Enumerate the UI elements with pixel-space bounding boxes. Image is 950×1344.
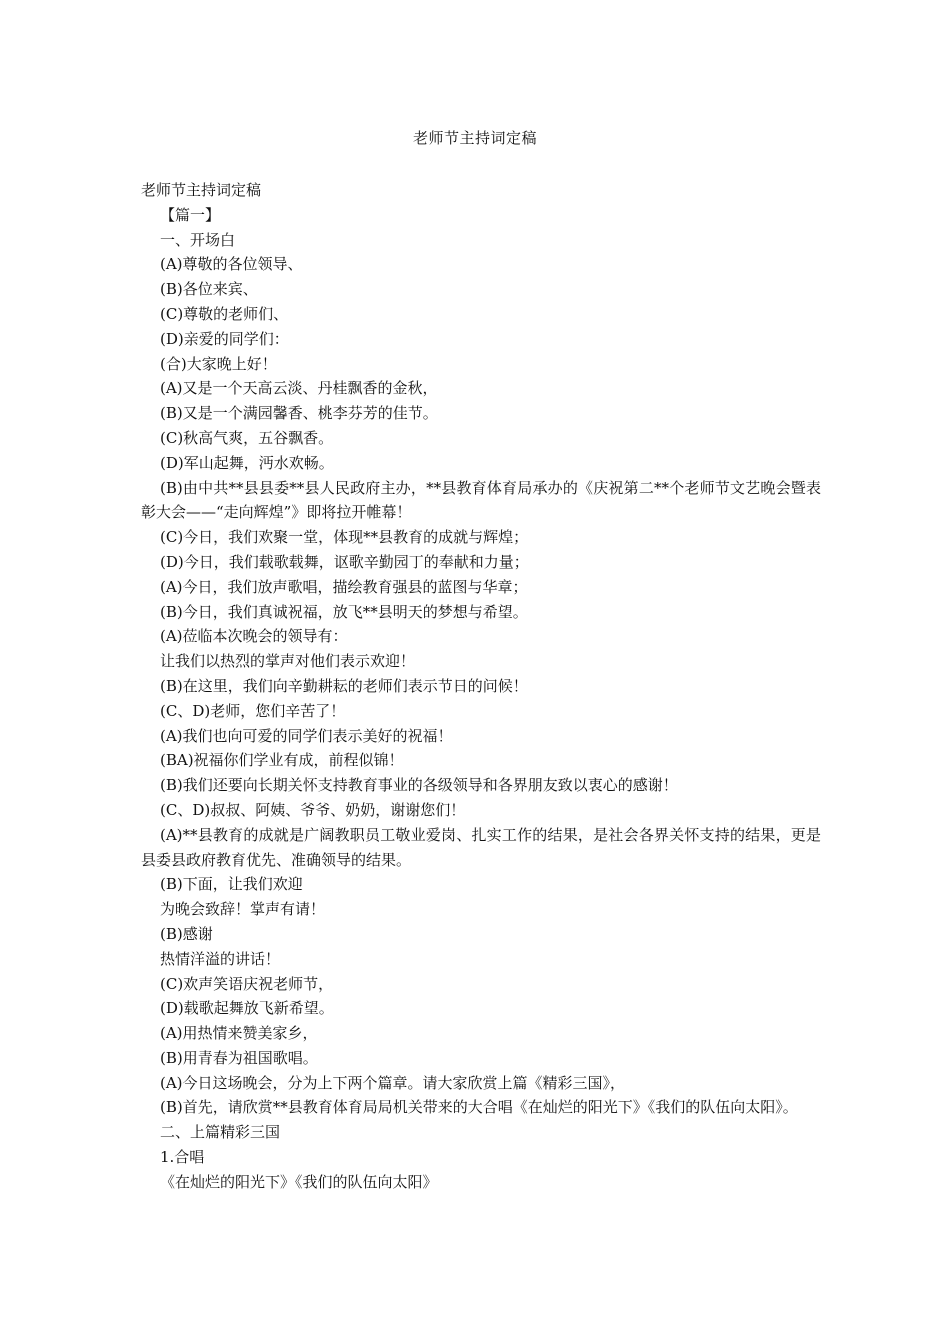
paragraph: (D)载歌起舞放飞新希望。	[160, 999, 334, 1018]
paragraph: 热情洋溢的讲话！	[160, 949, 281, 968]
paragraph: (B)又是一个满园馨香、桃李芬芳的佳节。	[160, 404, 438, 423]
paragraph: (C、D)叔叔、阿姨、爷爷、奶奶，谢谢您们！	[160, 800, 466, 819]
paragraph: (A)莅临本次晚会的领导有：	[160, 627, 348, 646]
paragraph: (B)下面，让我们欢迎	[160, 875, 303, 894]
program-title: 《在灿烂的阳光下》《我们的队伍向太阳》	[160, 1172, 438, 1191]
paragraph: (A)**县教育的成就是广阔教职员工敬业爱岗、扎实工作的结果，是社会各界关怀支持的结果，更是县委县政府教育优先、准确领导的结果。	[141, 825, 821, 869]
paragraph: (A)又是一个天高云淡、丹桂飘香的金秋，	[160, 379, 438, 398]
paragraph: (B)由中共**县县委**县人民政府主办，**县教育体育局承办的《庆祝第二**个老师节文艺晚会暨表彰大会——“走向辉煌”》即将拉开帷幕！	[141, 478, 821, 522]
paragraph: (C)欢声笑语庆祝老师节，	[160, 974, 334, 993]
paragraph: (C)秋高气爽，五谷飘香。	[160, 428, 334, 447]
paragraph: (B)用青春为祖国歌唱。	[160, 1048, 318, 1067]
paragraph: (C、D)老师，您们辛苦了！	[160, 701, 346, 720]
paragraph: (B)各位来宾、	[160, 280, 258, 299]
paragraph: (C)尊敬的老师们、	[160, 304, 289, 323]
paragraph: (B)首先，请欣赏**县教育体育局局机关带来的大合唱《在灿烂的阳光下》《我们的队伍向太阳》。	[160, 1098, 798, 1117]
paragraph: (D)今日，我们载歌载舞，讴歌辛勤园丁的奉献和力量；	[160, 552, 529, 571]
body-heading: 老师节主持词定稿	[141, 181, 262, 199]
program-item: 1.合唱	[160, 1148, 205, 1167]
paragraph: 让我们以热烈的掌声对他们表示欢迎！	[160, 652, 416, 671]
section-label: 【篇一】	[160, 205, 221, 224]
paragraph: (A)用热情来赞美家乡，	[160, 1024, 318, 1043]
paragraph: (C)今日，我们欢聚一堂，体现**县教育的成就与辉煌；	[160, 528, 529, 547]
paragraph: (BA)祝福你们学业有成，前程似锦！	[160, 751, 404, 770]
paragraph: (A)今日，我们放声歌唱，描绘教育强县的蓝图与华章；	[160, 577, 528, 596]
paragraph: 为晚会致辞！掌声有请！	[160, 900, 326, 919]
paragraph: (B)今日，我们真诚祝福，放飞**县明天的梦想与希望。	[160, 602, 528, 621]
paragraph: (D)军山起舞，沔水欢畅。	[160, 453, 334, 472]
paragraph: (B)我们还要向长期关怀支持教育事业的各级领导和各界朋友致以衷心的感谢！	[160, 776, 678, 795]
paragraph: (B)在这里，我们向辛勤耕耘的老师们表示节日的问候！	[160, 676, 528, 695]
document-body	[141, 178, 821, 1195]
paragraph: (B)感谢	[160, 924, 213, 943]
document-title: 老师节主持词定稿	[412, 129, 537, 147]
section-heading: 二、上篇精彩三国	[160, 1123, 281, 1142]
section-heading: 一、开场白	[160, 230, 236, 249]
paragraph: (D)亲爱的同学们：	[160, 329, 289, 348]
paragraph: (合)大家晚上好！	[160, 354, 277, 373]
paragraph: (A)尊敬的各位领导、	[160, 255, 303, 274]
paragraph: (A)我们也向可爱的同学们表示美好的祝福！	[160, 726, 453, 745]
paragraph: (A)今日这场晚会，分为上下两个篇章。请大家欣赏上篇《精彩三国》，	[160, 1073, 626, 1092]
